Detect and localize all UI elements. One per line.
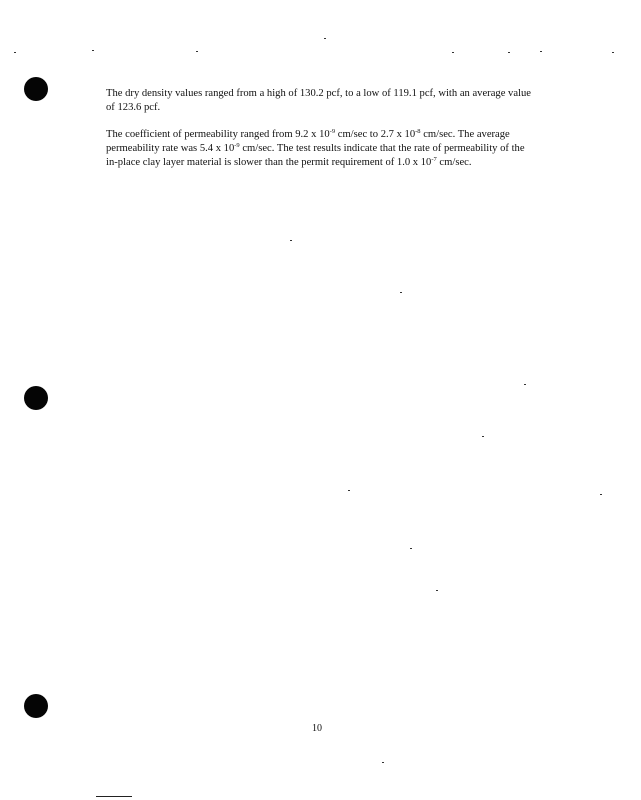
- scan-speck: [196, 51, 198, 52]
- scan-speck: [348, 490, 350, 491]
- scan-speck: [482, 436, 484, 437]
- exponent-4: -7: [431, 156, 437, 164]
- scan-speck: [14, 52, 16, 53]
- scan-speck: [400, 292, 402, 293]
- scan-speck: [410, 548, 412, 549]
- paragraph-dry-density: The dry density values ranged from a high of 130.2 pcf, to a low of 119.1 pcf, with an average value of 123.6 pcf.: [106, 88, 531, 114]
- page-number: 10: [312, 723, 322, 734]
- scan-speck: [612, 52, 614, 53]
- exponent-1: -9: [329, 128, 336, 135]
- scan-speck: [452, 52, 454, 53]
- exponent-2: -8: [415, 128, 421, 135]
- scan-speck: [600, 494, 602, 495]
- permeability-text-1: The coefficient of permeability ranged from 9.2 x 10: [106, 129, 330, 140]
- permeability-text-3: cm/sec. The average permeability rate was 5.4 x 10: [106, 129, 510, 155]
- permeability-text-5: cm/sec.: [436, 157, 472, 169]
- permeability-text-2: cm/sec to 2.7 x 10: [335, 129, 416, 140]
- scan-speck: [324, 38, 326, 39]
- binder-hole-top: [24, 77, 48, 101]
- paragraph-permeability: [106, 128, 536, 171]
- scan-edge-line: [96, 796, 132, 797]
- scan-speck: [92, 50, 94, 51]
- scan-speck: [290, 240, 292, 241]
- scan-speck: [382, 762, 384, 763]
- scan-speck: [524, 384, 526, 385]
- binder-hole-bottom: [24, 694, 48, 718]
- scan-speck: [540, 51, 542, 52]
- exponent-3: -9: [234, 142, 240, 150]
- permeability-text-4: cm/sec. The test results indicate that the rate of permeability of the in-place clay layer material is slower than the permit requirement of 1.0 x 10: [106, 143, 525, 169]
- scan-speck: [508, 52, 510, 53]
- binder-hole-middle: [24, 386, 48, 410]
- scan-speck: [436, 590, 438, 591]
